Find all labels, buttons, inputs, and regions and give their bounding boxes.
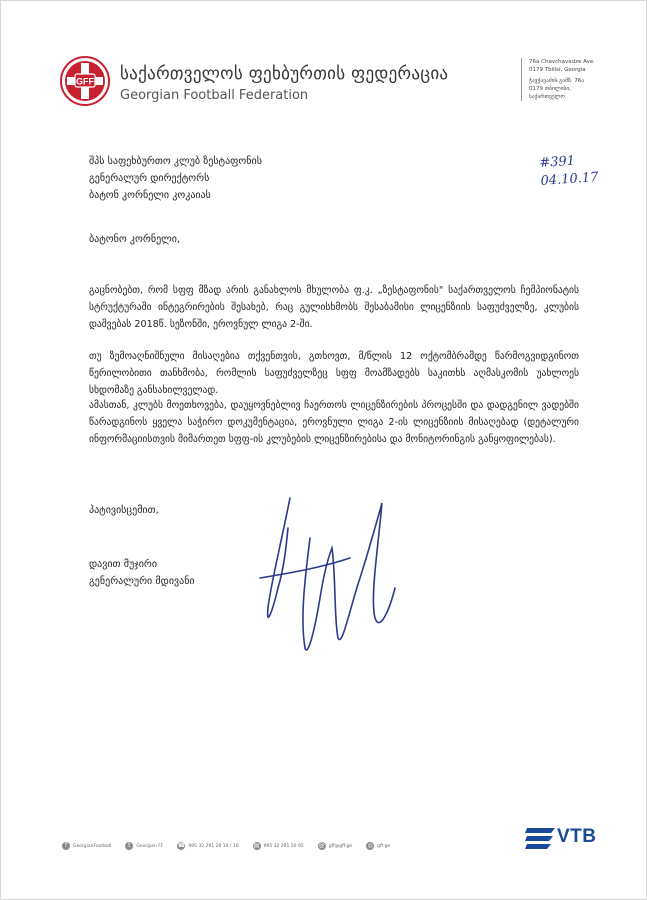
- fax-icon: ▤: [253, 842, 260, 849]
- web-icon: ◎: [367, 842, 373, 849]
- signer-title: გენერალური მდივანი: [89, 576, 195, 587]
- body-paragraph: თუ ზემოაღნიშნული მისაღებია თქვენთვის, გთხოვთ, მ/წლის 12 ოქტომბრამდე წარმოგვიდგინოთ წერილობითი თანხმობა, რომლის საფუძველზეც სფფ მოამზადებს საკითხს აღმასკომის უახლოეს სხდომაზე განსახილველად.: [89, 351, 579, 396]
- footer-text: gff@gff.ge: [328, 843, 353, 849]
- org-name-georgian: საქართველოს ფეხბურთის ფედერაცია: [120, 64, 449, 84]
- signer-name: დავით მუჯირი: [89, 559, 158, 570]
- phone-icon: ☎: [177, 842, 186, 849]
- footer-item: [125, 842, 163, 850]
- registration-number: #391: [538, 153, 576, 172]
- body-paragraph: ამასთან, კლუბს მოეთხოვება, დაუყოვნებლივ ჩაერთოს ლიცენზირების პროცესში და დადგენილ ვადებში წარადგინოს ყველა საჭირო დოკუმენტაცია, ეროვნული ლიგა 2-ის ლიცენზიის მისაღებად (დეტალური ინფორმაციისთვის მიმართეთ სფფ-ის კლუბების ლიცენზირებისა და მონიტორინგის განყოფილებას).: [89, 400, 579, 445]
- org-name-english: Georgian Football Federation: [120, 88, 309, 103]
- address-block: [521, 58, 639, 101]
- body-paragraph: გაცნობებთ, რომ სფფ მზად არის განახლოს მხულობა ფ.კ. „ზესტაფონის" საქართველოს ჩემპიონატის სტრუქტურაში ინტეგრირების შესახებ, რაც გულისხმობს შესაბამისი ლიცენზიის საფუძველზე, კლუბის დაშვებას 2018წ. სეზონში, ეროვნულ ლიგა 2-ში.: [89, 285, 579, 330]
- gff-logo: [60, 56, 110, 106]
- registration-date: 04.10.17: [540, 169, 599, 189]
- logo-text: GFF: [76, 76, 94, 87]
- address-line: 76a Chavchavadze Ave.: [529, 59, 595, 65]
- registration-stamp: [539, 151, 599, 191]
- recipient-line: ბატონ კორნელი კოკაიას: [89, 190, 211, 201]
- address-line: 0179 თბილისი,: [529, 86, 572, 92]
- email-icon: @: [318, 842, 325, 849]
- handwritten-signature: [250, 488, 400, 668]
- footer-text: gff.ge: [377, 843, 391, 849]
- footer-item: [177, 842, 238, 850]
- footer-contacts: [62, 838, 532, 854]
- signer-block: [89, 556, 195, 590]
- recipient-line: გენერალურ დირექტორს: [89, 173, 210, 184]
- footer-text: 995 32 291 26 10 / 10: [188, 843, 239, 849]
- closing: პატივისცემით,: [89, 505, 159, 516]
- address-line: ჭავჭავაძის გამზ. 76ა: [529, 78, 584, 84]
- footer-item: [62, 842, 111, 850]
- footer-text: Georgian FF: [136, 843, 164, 849]
- greeting: ბატონო კორნელი,: [89, 234, 181, 245]
- footer-text: GeorgianFootball: [73, 843, 112, 849]
- footer-item: [366, 842, 390, 850]
- address-line: 0179 Tbilisi, Georgia: [529, 67, 586, 73]
- footer-item: [253, 842, 304, 850]
- sponsor-name: VTB: [557, 826, 597, 847]
- recipient-line: შპს საფეხბურთო კლუბ ზესტაფონის: [89, 156, 262, 167]
- twitter-icon: t: [125, 842, 133, 850]
- footer-item: [318, 842, 352, 850]
- address-line: საქართველო: [529, 94, 565, 100]
- facebook-icon: f: [62, 842, 70, 850]
- recipient-block: [89, 153, 262, 204]
- footer-text: 995 32 291 50 95: [263, 843, 304, 849]
